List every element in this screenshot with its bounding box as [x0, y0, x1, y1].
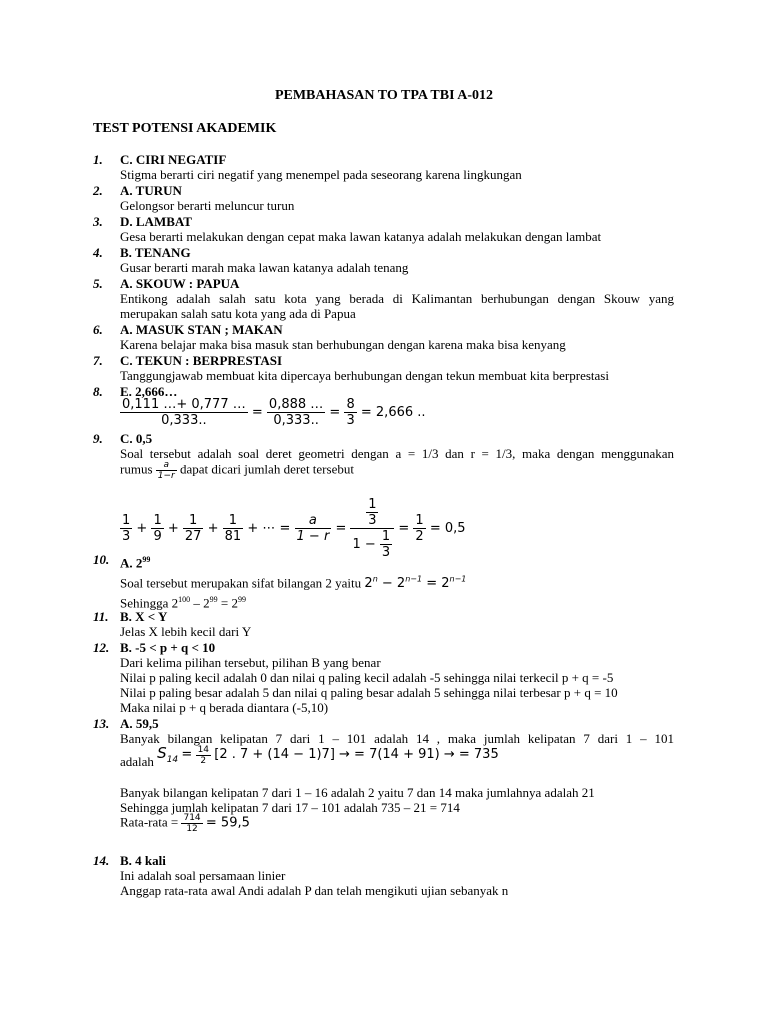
item-explanation: Tanggungjawab membuat kita dipercaya berhubungan dengan tekun membuat kita berprestasi: [120, 368, 609, 383]
item-answer: A. TURUN: [120, 183, 182, 198]
item-number: 12.: [93, 640, 110, 655]
series-equation: $\frac{1}{3}$ + $\frac{1}{9}$ + $\frac{1}{27}$ + $\frac{1}{81}$ + ⋯ = $\frac{a}{1 - r}$ = $\frac{1}{3}$ 1 − $\frac{1}{3}$ = $\frac{1}{2}$ = 0,5: [122, 497, 466, 560]
average-equation: Rata-rata = $\frac{714}{12}$ = 59,5: [120, 813, 250, 834]
item-explanation: Sehingga $2^{100} - 2^{99} = 2^{99}$: [120, 595, 246, 611]
item-explanation: Anggap rata-rata awal Andi adalah P dan telah mengikuti ujian sebanyak n: [120, 883, 509, 898]
item-number: 10.: [93, 552, 110, 567]
item-answer: B. TENANG: [120, 245, 191, 260]
page-title: PEMBAHASAN TO TPA TBI A-012: [274, 88, 494, 103]
item-explanation: Stigma berarti ciri negatif yang menempel pada seseorang karena lingkungan: [120, 167, 522, 182]
item-explanation: Gusar berarti marah maka lawan katanya adalah tenang: [120, 260, 409, 275]
item-number: 11.: [93, 609, 109, 624]
item-answer: B. 4 kali: [120, 853, 166, 868]
item-explanation: Soal tersebut adalah soal deret geometri dengan a = 1/3 dan r = 1/3, maka dengan menggunakan: [120, 446, 674, 461]
item-answer: D. LAMBAT: [120, 214, 192, 229]
item-answer: B. -5 < p + q < 10: [120, 640, 216, 655]
rumus-line: rumus $\frac{a}{1-r}$ dapat dicari jumlah deret tersebut: [120, 460, 354, 481]
item-number: 2.: [93, 183, 103, 198]
item-answer: C. 0,5: [120, 431, 153, 446]
item-explanation: Karena belajar maka bisa masuk stan berhubungan dengan karena maka bisa kenyang: [120, 337, 566, 352]
item-answer: B. X < Y: [120, 609, 168, 624]
item-explanation: Jelas X lebih kecil dari Y: [120, 624, 252, 639]
item-explanation: Nilai p paling kecil adalah 0 dan nilai q paling kecil adalah -5 sehingga nilai terkecil p + q = -5: [120, 670, 614, 685]
item-explanation: Entikong adalah salah satu kota yang berada di Kalimantan berhubungan dengan Skouw yang: [120, 291, 674, 306]
item-answer: C. CIRI NEGATIF: [120, 152, 227, 167]
item-explanation: Maka nilai p + q berada diantara (-5,10): [120, 700, 329, 715]
item-number: 6.: [93, 322, 103, 337]
item-number: 8.: [93, 384, 103, 399]
item-explanation: Banyak bilangan kelipatan 7 dari 1 – 16 adalah 2 yaitu 7 dan 14 maka jumlahnya adalah 21: [120, 785, 595, 800]
item-number: 9.: [93, 431, 103, 446]
item-number: 1.: [93, 152, 103, 167]
item-number: 4.: [93, 245, 103, 260]
item-explanation: Gelongsor berarti meluncur turun: [120, 198, 295, 213]
item-explanation: Dari kelima pilihan tersebut, pilihan B yang benar: [120, 655, 381, 670]
item-number: 14.: [93, 853, 110, 868]
item-number: 7.: [93, 353, 103, 368]
item-explanation: Nilai p paling besar adalah 5 dan nilai q paling besar adalah 5 sehingga nilai terbesar p + q = 10: [120, 685, 618, 700]
item-explanation: Banyak bilangan kelipatan 7 dari 1 – 101 adalah 14 , maka jumlah kelipatan 7 dari 1 – 101: [120, 731, 674, 746]
item-number: 13.: [93, 716, 110, 731]
item-answer: C. TEKUN : BERPRESTASI: [120, 353, 283, 368]
item-number: 3.: [93, 214, 103, 229]
item-number: 5.: [93, 276, 103, 291]
s14-equation: adalah $S_{14}$ = $\frac{14}{2}$ [2 . 7 + (14 − 1)7] → = 7(14 + 91) → = 735: [120, 744, 499, 769]
item-explanation: merupakan salah satu kota yang ada di Papua: [120, 306, 356, 321]
item-explanation: Gesa berarti melakukan dengan cepat maka lawan katanya adalah melakukan dengan lambat: [120, 229, 602, 244]
item-answer: E. 2,666…: [120, 384, 178, 399]
item-answer: A. 59,5: [120, 716, 159, 731]
item-explanation: Ini adalah soal persamaan linier: [120, 868, 286, 883]
section-heading: TEST POTENSI AKADEMIK: [93, 121, 277, 136]
item-answer: A. $2^{99}$: [120, 555, 151, 571]
item-answer: A. MASUK STAN ; MAKAN: [120, 322, 283, 337]
item-explanation: Sehingga jumlah kelipatan 7 dari 17 – 101 adalah 735 – 21 = 714: [120, 800, 460, 815]
item-answer: A. SKOUW : PAPUA: [120, 276, 240, 291]
math-equation: $\frac{0,111 \dots+ 0,777 \dots}{0,333..}$ = $\frac{0,888 \dots}{0,333..}$ = $\frac{8}{3}$ = 2,666 ..: [122, 397, 426, 428]
item-explanation: Soal tersebut merupakan sifat bilangan 2 yaitu $2^n - 2^{n-1} = 2^{n-1}$: [120, 575, 467, 592]
